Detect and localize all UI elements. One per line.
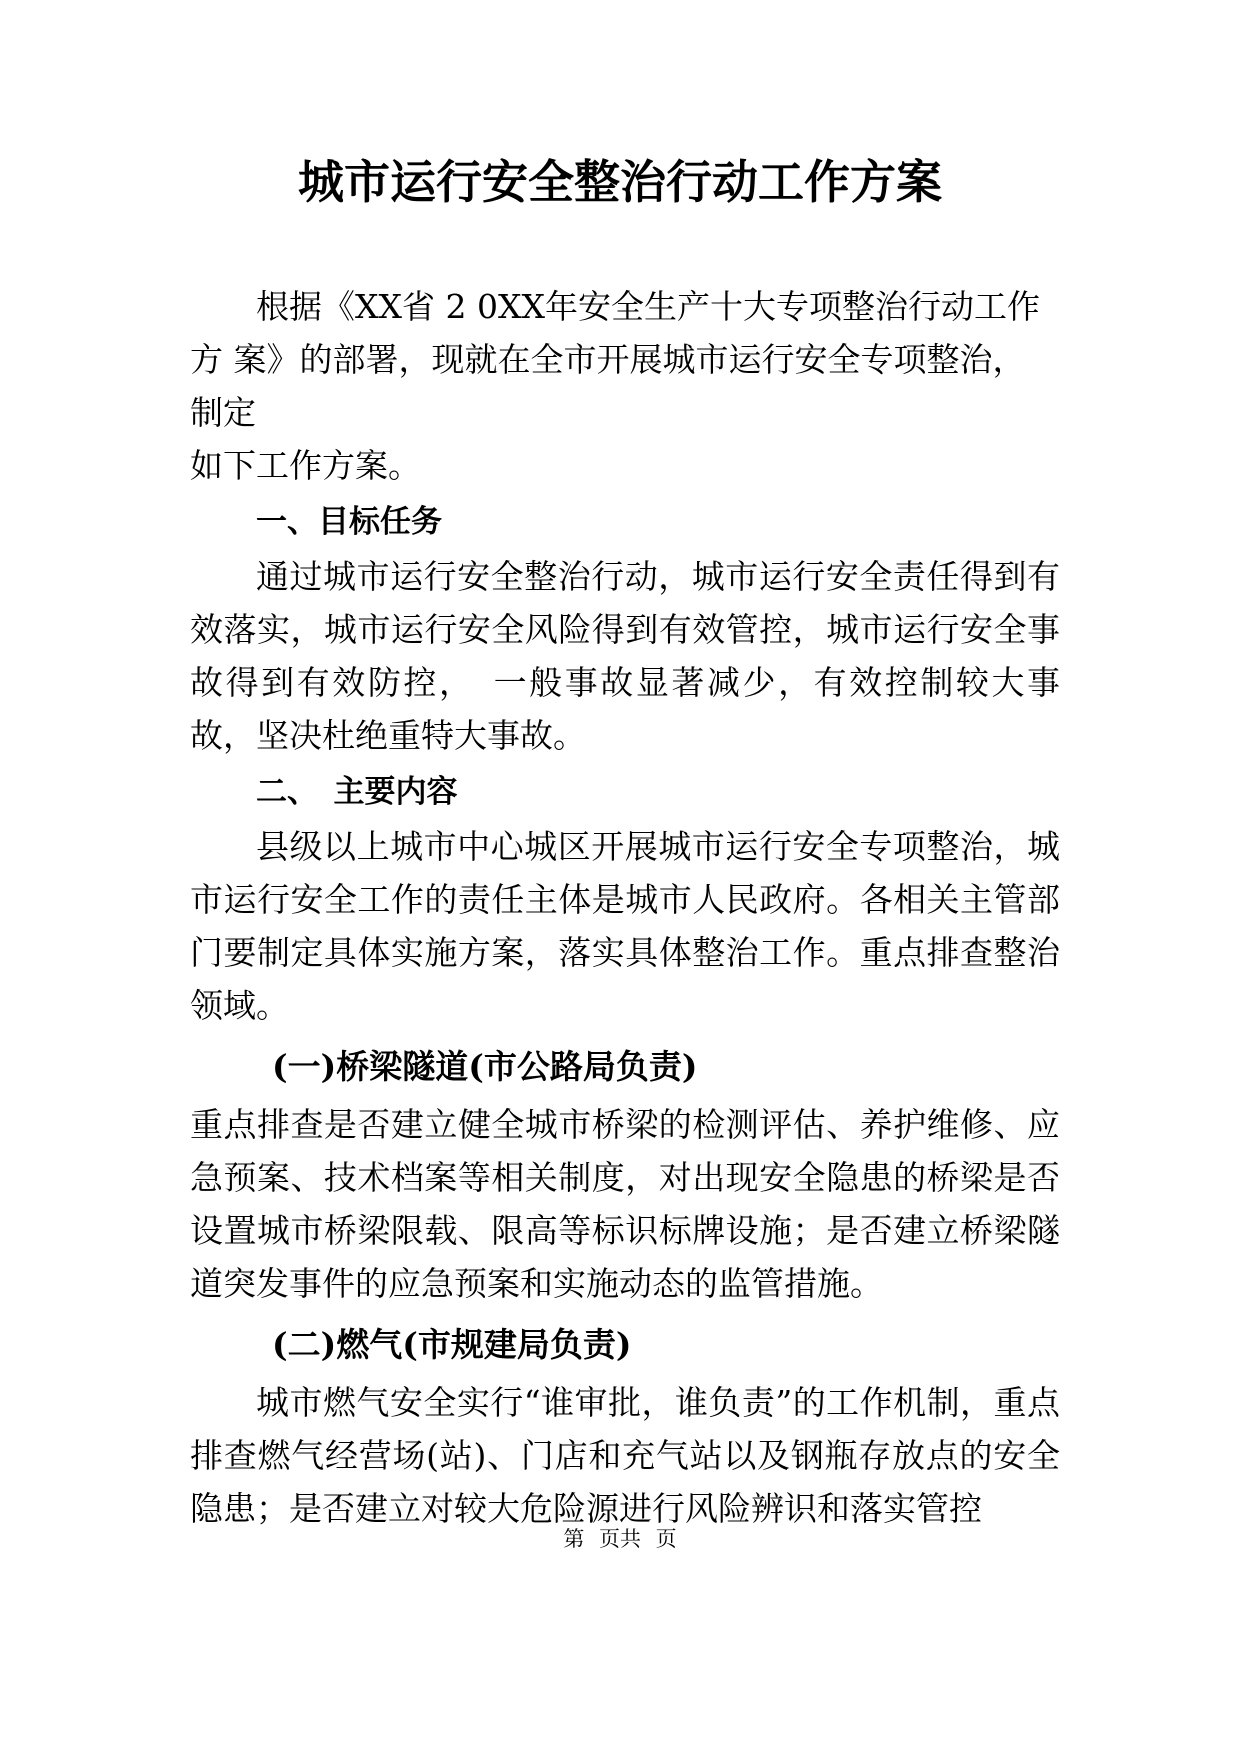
page-number-footer: 第 页共 页: [563, 1527, 677, 1551]
section-heading-main-content: 二、 主要内容: [256, 774, 458, 810]
intro-line-4: 如下工作方案。: [190, 446, 421, 485]
intro-line-3: 制定: [190, 393, 256, 432]
subsection-body-gas: 城市燃气安全实行“谁审批，谁负责”的工作机制，重点排查燃气经营场(站)、门店和充气站以及钢瓶存放点的安全隐患；是否建立对较大危险源进行风险辨识和落实管控: [190, 1383, 1060, 1528]
subsection-heading-gas: (二)燃气(市规建局负责): [272, 1325, 632, 1364]
document-title: 城市运行安全整治行动工作方案: [298, 155, 942, 209]
subsection-heading-bridges-tunnels: (一)桥梁隧道(市公路局负责): [272, 1047, 698, 1086]
intro-line-1: 根据《XX省 2 0XX年安全生产十大专项整治行动工作: [256, 287, 1040, 326]
section-body-goals: 通过城市运行安全整治行动，城市运行安全责任得到有效落实，城市运行安全风险得到有效管控，城市运行安全事故得到有效防控， 一般事故显著减少，有效控制较大事故，坚决杜绝重特大事故。: [190, 557, 1060, 755]
document-body: [190, 280, 1060, 1535]
subsection-body-bridges-tunnels: 重点排查是否建立健全城市桥梁的检测评估、养护维修、应急预案、技术档案等相关制度，对出现安全隐患的桥梁是否设置城市桥梁限载、限高等标识标牌设施；是否建立桥梁隧道突发事件的应急预案和实施动态的监管措施。: [190, 1105, 1060, 1303]
intro-line-2: 方 案》的部署，现就在全市开展城市运行安全专项整治，: [190, 340, 1026, 379]
section-heading-goals: 一、目标任务: [256, 504, 442, 540]
section-body-main-content: 县级以上城市中心城区开展城市运行安全专项整治，城市运行安全工作的责任主体是城市人民政府。各相关主管部门要制定具体实施方案，落实具体整治工作。重点排查整治领域。: [190, 827, 1060, 1025]
